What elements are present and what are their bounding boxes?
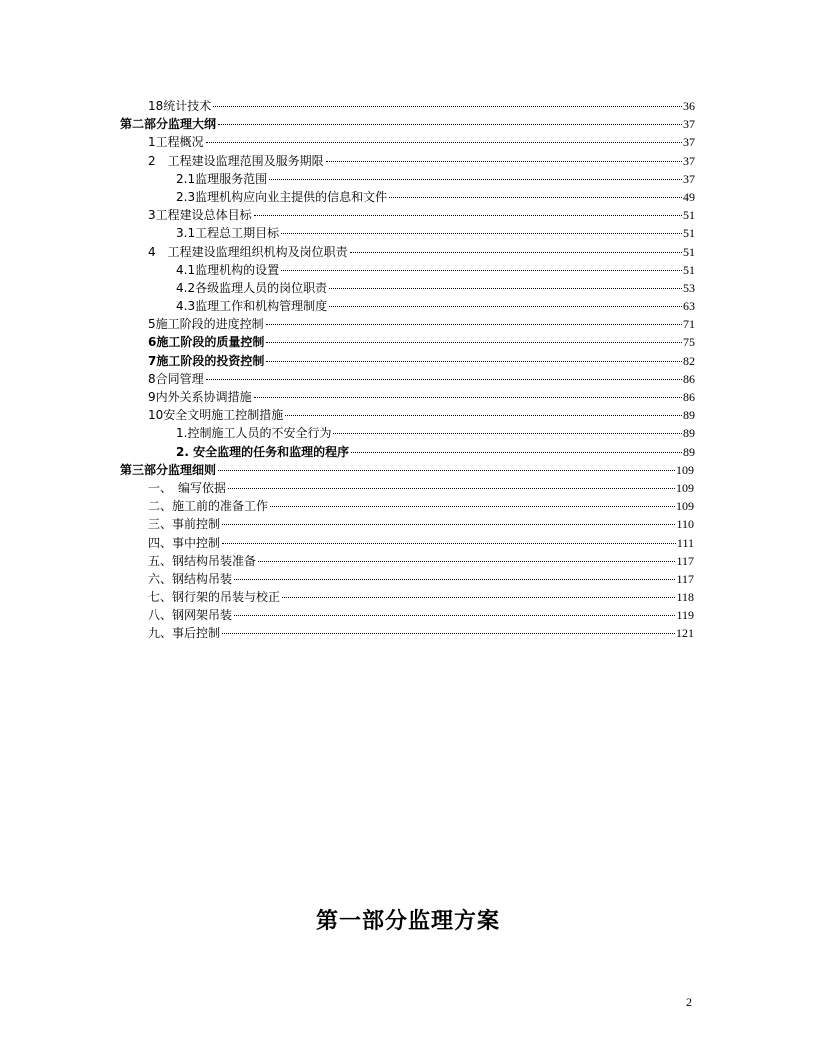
- toc-entry[interactable]: [0, 406, 695, 424]
- toc-entry[interactable]: [0, 606, 694, 624]
- toc-entry[interactable]: [0, 515, 694, 533]
- toc-entry[interactable]: [0, 97, 695, 115]
- toc-leader-dots: [285, 415, 682, 416]
- toc-leader-dots: [351, 452, 682, 453]
- toc-leader-dots: [329, 306, 682, 307]
- toc-leader-dots: [281, 233, 682, 234]
- toc-entry-label: 1.控制施工人员的不安全行为: [176, 424, 332, 442]
- toc-leader-dots: [258, 561, 675, 562]
- toc-leader-dots: [234, 615, 675, 616]
- toc-entry[interactable]: [0, 279, 695, 297]
- toc-entry-label: 八、钢网架吊装: [148, 606, 233, 624]
- toc-entry-label: 9内外关系协调措施: [148, 388, 253, 406]
- toc-entry[interactable]: [0, 315, 695, 333]
- toc-leader-dots: [218, 124, 682, 125]
- toc-entry[interactable]: [0, 261, 695, 279]
- toc-entry-label: 6施工阶段的质量控制: [148, 333, 265, 351]
- toc-leader-dots: [282, 597, 675, 598]
- toc-entry[interactable]: [0, 224, 695, 242]
- toc-entry-page: 37: [683, 117, 695, 132]
- section-heading: 第一部分监理方案: [315, 908, 500, 934]
- toc-entry-label: 3工程建设总体目标: [148, 206, 253, 224]
- toc-entry-label: 5施工阶段的进度控制: [148, 315, 265, 333]
- toc-leader-dots: [213, 106, 682, 107]
- toc-entry[interactable]: [0, 552, 694, 570]
- toc-entry-label: 4.1监理机构的设置: [176, 261, 280, 279]
- toc-entry[interactable]: [0, 370, 695, 388]
- toc-entry-page: 109: [676, 462, 694, 477]
- toc-leader-dots: [234, 579, 675, 580]
- toc-leader-dots: [389, 197, 682, 198]
- toc-entry[interactable]: [0, 243, 695, 261]
- toc-leader-dots: [329, 288, 682, 289]
- page-number: 2: [686, 995, 692, 1009]
- toc-leader-dots: [218, 470, 675, 471]
- toc-entry[interactable]: [0, 497, 694, 515]
- toc-entry[interactable]: [0, 133, 695, 151]
- toc-entry-page: 89: [683, 426, 695, 441]
- toc-entry[interactable]: [0, 624, 694, 642]
- toc-leader-dots: [281, 270, 682, 271]
- toc-entry[interactable]: [0, 461, 694, 479]
- toc-entry[interactable]: [0, 570, 694, 588]
- toc-entry-label: 3.1工程总工期目标: [176, 224, 280, 242]
- toc-leader-dots: [270, 506, 675, 507]
- toc-entry-page: 82: [683, 353, 695, 368]
- toc-entry-page: 49: [683, 189, 695, 204]
- toc-entry-label: 18统计技术: [148, 97, 212, 115]
- toc-leader-dots: [266, 324, 682, 325]
- toc-entry-page: 36: [683, 99, 695, 113]
- toc-entry-page: 109: [676, 480, 694, 495]
- toc-entry[interactable]: [0, 588, 694, 606]
- toc-entry-page: 51: [683, 244, 695, 259]
- toc-leader-dots: [266, 361, 682, 362]
- toc-entry[interactable]: [0, 352, 695, 370]
- toc-entry[interactable]: [0, 115, 695, 133]
- toc-entry[interactable]: [0, 424, 695, 442]
- toc-entry-label: 7施工阶段的投资控制: [148, 352, 265, 370]
- toc-leader-dots: [228, 488, 675, 489]
- toc-entry[interactable]: [0, 534, 694, 552]
- toc-entry-label: 4 工程建设监理组织机构及岗位职责: [148, 243, 349, 261]
- toc-entry-page: 37: [683, 171, 695, 186]
- toc-entry-page: 121: [676, 626, 694, 641]
- toc-entry-page: 111: [676, 535, 694, 550]
- toc-entry-page: 119: [676, 608, 694, 623]
- toc-entry[interactable]: [0, 479, 694, 497]
- toc-entry-label: 4.2各级监理人员的岗位职责: [176, 279, 328, 297]
- toc-leader-dots: [350, 252, 682, 253]
- toc-leader-dots: [254, 215, 682, 216]
- toc-entry-page: 109: [676, 499, 694, 514]
- toc-entry-label: 第二部分监理大纲: [120, 115, 217, 133]
- toc-leader-dots: [269, 179, 682, 180]
- toc-entry[interactable]: [0, 388, 695, 406]
- toc-entry-label: 2.3监理机构应向业主提供的信息和文件: [176, 188, 388, 206]
- toc-entry-label: 六、钢结构吊装: [148, 570, 233, 588]
- toc-leader-dots: [222, 524, 675, 525]
- toc-entry-page: 118: [676, 590, 694, 605]
- toc-entry-label: 三、事前控制: [148, 515, 221, 533]
- toc-entry[interactable]: [0, 170, 695, 188]
- toc-entry-page: 110: [676, 517, 694, 532]
- table-of-contents: [0, 97, 816, 643]
- toc-leader-dots: [326, 161, 682, 162]
- toc-entry-label: 10安全文明施工控制措施: [148, 406, 284, 424]
- toc-entry-page: 86: [683, 371, 695, 386]
- toc-entry-page: 51: [683, 262, 695, 277]
- toc-entry-label: 九、事后控制: [148, 624, 221, 642]
- toc-entry-label: 五、钢结构吊装准备: [148, 552, 257, 570]
- toc-entry-label: 2 工程建设监理范围及服务期限: [148, 152, 325, 170]
- toc-leader-dots: [206, 379, 682, 380]
- toc-entry-page: 53: [683, 280, 695, 295]
- toc-leader-dots: [254, 397, 682, 398]
- toc-leader-dots: [222, 633, 675, 634]
- toc-entry-label: 1工程概况: [148, 133, 205, 151]
- toc-leader-dots: [333, 433, 682, 434]
- toc-entry-page: 37: [683, 135, 695, 150]
- toc-leader-dots: [266, 342, 682, 343]
- toc-leader-dots: [222, 543, 676, 544]
- toc-entry-label: 七、钢行架的吊装与校正: [148, 588, 281, 606]
- toc-entry-label: 二、施工前的准备工作: [148, 497, 269, 515]
- toc-entry-label: 2. 安全监理的任务和监理的程序: [176, 443, 350, 461]
- toc-entry-page: 37: [683, 153, 695, 168]
- toc-entry-page: 89: [683, 444, 695, 459]
- toc-leader-dots: [206, 142, 682, 143]
- toc-entry-label: 第三部分监理细则: [120, 461, 217, 479]
- toc-entry-page: 89: [683, 408, 695, 423]
- toc-entry-label: 一、 编写依据: [148, 479, 227, 497]
- toc-entry[interactable]: [0, 443, 695, 461]
- toc-entry-page: 117: [676, 553, 694, 568]
- toc-entry-label: 4.3监理工作和机构管理制度: [176, 297, 328, 315]
- toc-entry[interactable]: [0, 188, 695, 206]
- toc-entry-label: 四、事中控制: [148, 534, 221, 552]
- toc-entry-page: 51: [683, 226, 695, 241]
- toc-entry-page: 51: [683, 208, 695, 223]
- toc-entry[interactable]: [0, 206, 695, 224]
- toc-entry[interactable]: [0, 333, 695, 351]
- toc-entry[interactable]: [0, 297, 695, 315]
- toc-entry-page: 117: [676, 571, 694, 586]
- toc-entry-page: 86: [683, 390, 695, 404]
- toc-entry-label: 2.1监理服务范围: [176, 170, 268, 188]
- toc-entry[interactable]: [0, 152, 695, 170]
- toc-entry-label: 8合同管理: [148, 370, 205, 388]
- toc-entry-page: 71: [683, 317, 695, 332]
- toc-entry-page: 63: [683, 299, 695, 314]
- toc-entry-page: 75: [683, 335, 695, 350]
